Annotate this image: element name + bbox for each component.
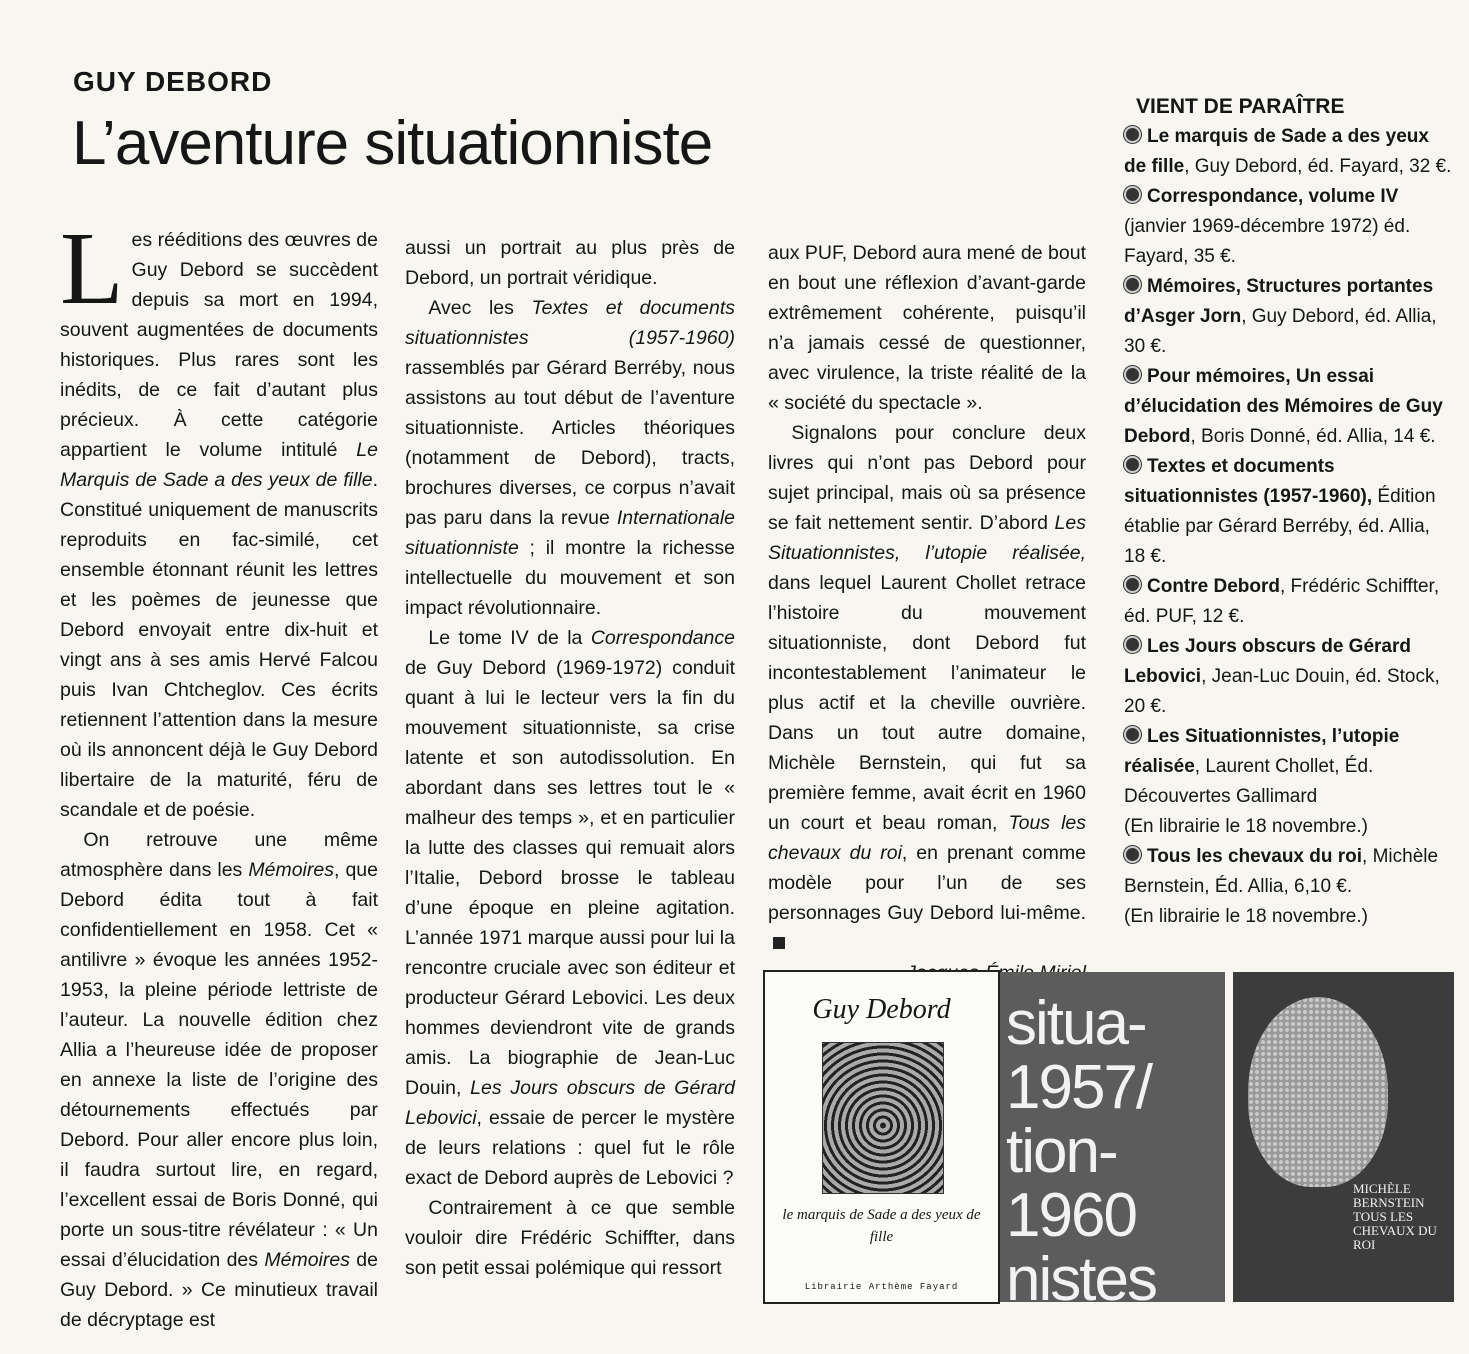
book-cover-marquis-de-sade [763,970,1000,1304]
article-title: L’aventure situationniste [72,109,713,178]
bullet-icon [1124,636,1141,653]
drop-cap: L [60,211,124,326]
book-list-item: Contre Debord, Frédéric Schiffter, éd. PUF, 12 €. [1124,576,1440,627]
book-list-item: Correspondance, volume IV (janvier 1969-décembre 1972) éd. Fayard, 35 €. [1124,186,1411,267]
paragraph: On retrouve une même atmosphère dans les Mémoires, que Debord édita tout à fait confidentiellement en 1958. Cet « antilivre » évoque les années 1952-1953, la pleine période lettriste de l’auteur. La nouvelle édition chez Allia a l’heureuse idée de proposer en annexe la liste de l’origine des détournements effectués par Debord. Pour aller encore plus loin, il faudra surtout lire, en regard, l’excellent essai de Boris Donné, qui porte un sous-titre révélateur : « Un essai d’élucidation des Mémoires de Guy Debord. » Ce minutieux travail de décryptage est [60,829,378,1331]
paragraph: Signalons pour conclure deux livres qui n’ont pas Debord pour sujet principal, mais où sa présence se fait nettement sentir. D’abord Les Situationnistes, l’utopie réalisée, dans lequel Laurent Chollet retrace l’histoire du mouvement situationniste, dont Debord fut incontestablement l’animateur le plus actif et la cheville ouvrière. Dans un tout autre domaine, Michèle Bernstein, qui fut sa première femme, avait écrit en 1960 un court et beau roman, Tous les chevaux du roi, en prenant comme modèle pour l’un de ses personnages Guy Debord lui-même. [768,418,1086,958]
paragraph: aux PUF, Debord aura mené de bout en bout une réflexion d’avant-garde extrêmement cohérente, puisqu’il n’a jamais cessé de questionner, avec virulence, la triste réalité de la « société du spectacle ». [768,242,1086,414]
book-list-item: Les Situationnistes, l’utopie réalisée, Laurent Chollet, Éd. Découvertes Gallimard (En librairie le 18 novembre.) [1124,726,1400,837]
paragraph: Avec les Textes et documents situationnistes (1957-1960) rassemblés par Gérard Berréby, nous assistons au tout début de l’aventure situationniste. Articles théoriques (notamment de Debord), tracts, brochures diverses, ce corpus n’avait pas paru dans la revue Internationale situationniste ; il montre la richesse intellectuelle du mouvement et son impact révolutionnaire. [405,297,735,619]
paragraph: Les rééditions des œuvres de Guy Debord se succèdent depuis sa mort en 1994, souvent augmentées de documents historiques. Plus rares sont les inédits, de ce fait d’autant plus précieux. À cette catégorie appartient le volume intitulé Le Marquis de Sade a des yeux de fille. Constitué uniquement de manuscrits reproduits en fac-similé, cet ensemble étonnant réunit les lettres et les poèmes de jeunesse que Debord envoyait entre dix-huit et vingt ans à ses amis Hervé Falcou puis Ivan Chtcheglov. Ces écrits retiennent l’attention dans la mesure où ils annoncent déjà le Guy Debord libertaire de la maturité, féru de scandale et de poésie. [60,211,378,821]
book-list-item: Le marquis de Sade a des yeux de fille, Guy Debord, éd. Fayard, 32 €. [1124,126,1452,177]
paragraph: aussi un portrait au plus près de Debord, un portrait véridique. [405,237,735,289]
bullet-icon [1124,576,1141,593]
bullet-icon [1124,126,1141,143]
cover-portrait [1248,997,1388,1187]
article-column-1 [60,211,378,1335]
bullet-icon [1124,276,1141,293]
book-list-item: Les Jours obscurs de Gérard Lebovici, Jean-Luc Douin, éd. Stock, 20 €. [1124,636,1440,717]
bullet-icon [1124,846,1141,863]
book-list-item: Pour mémoires, Un essai d’élucidation des Mémoires de Guy Debord, Boris Donné, éd. Allia, 14 €. [1124,366,1443,447]
paragraph: Contrairement à ce que semble vouloir dire Frédéric Schiffter, dans son petit essai polémique qui ressort [405,1197,735,1279]
paragraph: Le tome IV de la Correspondance de Guy Debord (1969-1972) conduit quant à lui le lecteur vers la fin du mouvement situationniste, sa crise latente et son autodissolution. En abordant dans ses lettres tout le « malheur des temps », et en particulier la lutte des classes qui remuait alors l’Italie, Debord brosse le tableau d’une époque en pleine agitation. L’année 1971 marque aussi pour lui la rencontre cruciale avec son éditeur et producteur Gérard Lebovici. Les deux hommes deviendront vite de grands amis. La biographie de Jean-Luc Douin, Les Jours obscurs de Gérard Lebovici, essaie de percer le mystère de leurs relations : quel fut le rôle exact de Debord auprès de Lebovici ? [405,627,735,1189]
bullet-icon [1124,456,1141,473]
book-list [1124,122,1454,932]
article-column-2 [405,233,735,1283]
sidebar-new-releases [1124,92,1454,932]
bullet-icon [1124,366,1141,383]
book-cover-tous-les-chevaux [1233,972,1454,1302]
book-list-item: Mémoires, Structures portantes d’Asger Jorn, Guy Debord, éd. Allia, 30 €. [1124,276,1437,357]
book-list-item: Textes et documents situationnistes (1957-1960), Édition établie par Gérard Berréby, éd. Allia, 18 €. [1124,456,1436,567]
article-column-3 [768,238,1086,988]
end-of-article-icon [773,937,785,949]
bullet-icon [1124,726,1141,743]
cover-title: MICHÈLE BERNSTEIN TOUS LES CHEVAUX DU ROI [1353,1181,1437,1252]
sidebar-heading: VIENT DE PARAÎTRE [1136,95,1345,118]
cover-author: Guy Debord [812,994,951,1025]
cover-publisher: Librairie Arthème Fayard [804,1282,959,1292]
bullet-icon [1124,186,1141,203]
cover-engraving [822,1042,944,1194]
book-cover-situationnistes [1000,972,1225,1302]
cover-title: le marquis de Sade a des yeux de fille [782,1207,981,1245]
cover-title: situa- 1957/ tion- 1960 nistes [1006,989,1156,1302]
book-list-item: Tous les chevaux du roi, Michèle Bernstein, Éd. Allia, 6,10 €. (En librairie le 18 novembre.) [1124,846,1439,927]
article-rubric: GUY DEBORD [73,66,273,97]
